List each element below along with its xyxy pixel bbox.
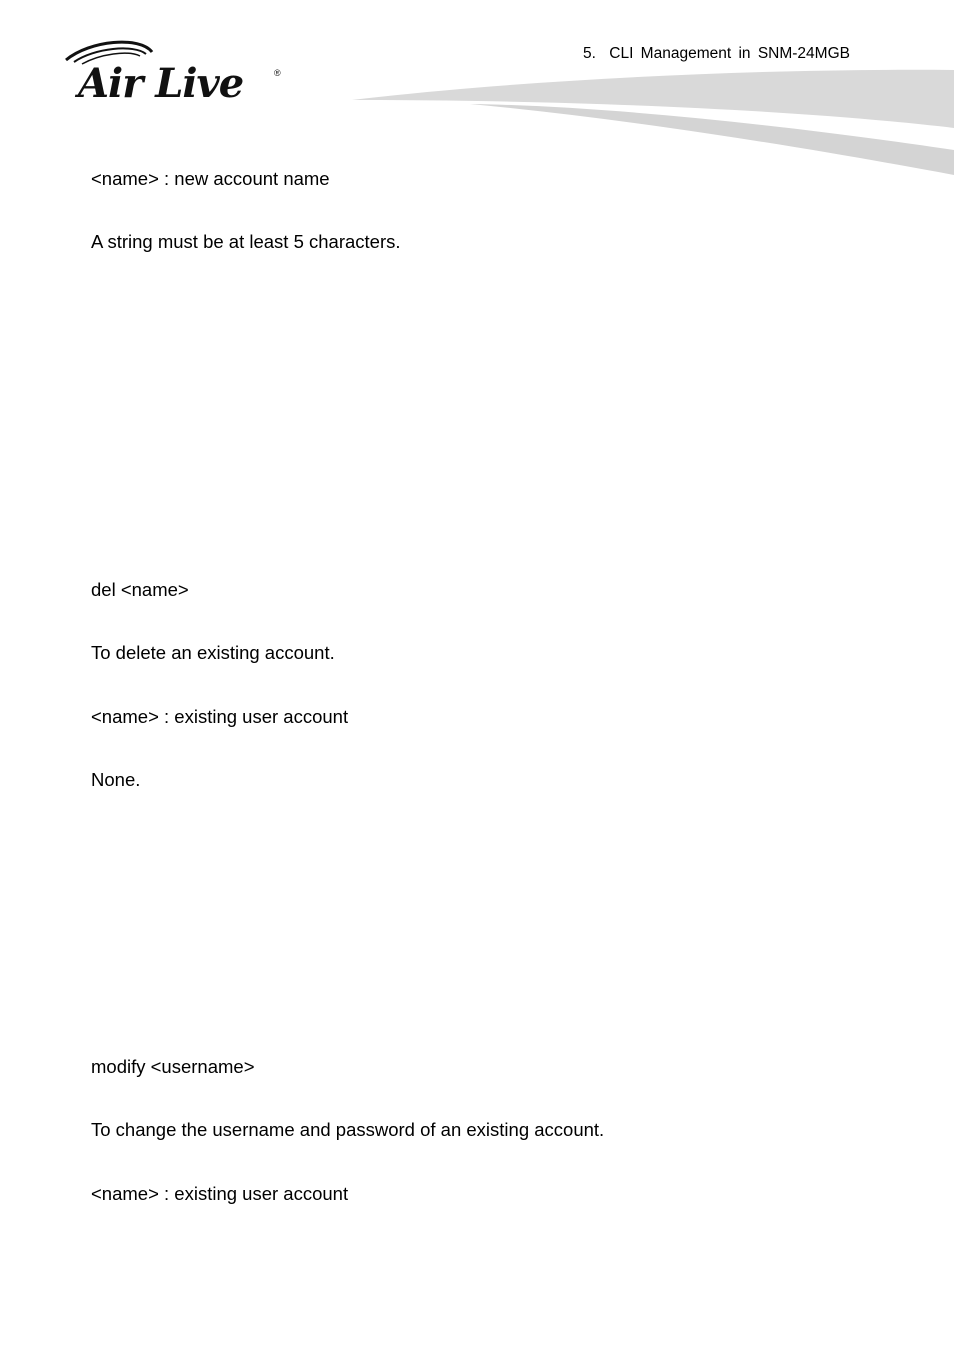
- logo-wordmark: Air Live: [78, 60, 244, 107]
- command-modify-parameter: <name> : existing user account: [91, 1183, 349, 1204]
- registered-mark: ®: [274, 68, 281, 78]
- command-modify-syntax: modify <username>: [91, 1056, 255, 1077]
- chapter-number: 5.: [583, 45, 596, 62]
- chapter-title-text: CLI Management in SNM-24MGB: [609, 45, 850, 62]
- command-del-parameter: <name> : existing user account: [91, 706, 349, 727]
- airlive-logo: [60, 38, 290, 108]
- command-modify-description: To change the username and password of an existing account.: [91, 1119, 605, 1140]
- parameter-constraint: A string must be at least 5 characters.: [91, 231, 401, 252]
- command-del-syntax: del <name>: [91, 579, 189, 600]
- command-del-default: None.: [91, 769, 141, 790]
- parameter-new-account-name: <name> : new account name: [91, 168, 330, 189]
- command-del-description: To delete an existing account.: [91, 642, 335, 663]
- chapter-header: [583, 45, 850, 63]
